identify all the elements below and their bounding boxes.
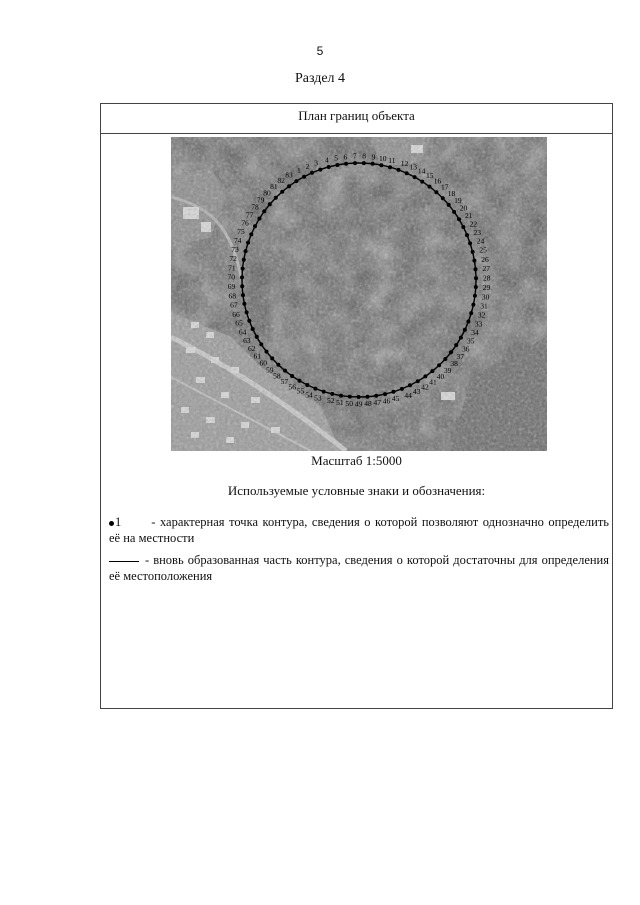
contour-point xyxy=(242,258,246,262)
contour-point xyxy=(339,394,343,398)
legend-line-item xyxy=(109,552,609,584)
contour-point-label: 37 xyxy=(456,352,464,362)
contour-point xyxy=(420,180,424,184)
contour-point-label: 14 xyxy=(417,166,426,176)
contour-point xyxy=(257,217,261,221)
contour-point xyxy=(353,161,357,165)
contour-point-label: 18 xyxy=(447,189,456,198)
contour-point xyxy=(287,184,291,188)
contour-point-label: 23 xyxy=(473,227,481,237)
contour-point xyxy=(471,303,475,307)
contour-point xyxy=(388,165,392,169)
contour-point-label: 13 xyxy=(409,162,417,172)
contour-point xyxy=(246,241,250,245)
contour-point xyxy=(397,168,401,172)
contour-point-label: 56 xyxy=(288,382,296,392)
contour-point xyxy=(471,250,475,254)
contour-point-label: 45 xyxy=(391,394,400,403)
contour-point-label: 19 xyxy=(454,195,462,205)
contour-point-label: 51 xyxy=(336,398,344,407)
contour-point xyxy=(466,320,470,324)
contour-point xyxy=(449,350,453,354)
contour-point-label: 2 xyxy=(305,161,310,171)
contour-point xyxy=(428,185,432,189)
contour-point xyxy=(283,369,287,373)
contour-point xyxy=(255,335,259,339)
contour-point-label: 25 xyxy=(479,245,487,255)
contour-point-label: 67 xyxy=(230,300,238,310)
contour-point xyxy=(265,350,269,354)
contour-point xyxy=(298,379,302,383)
contour-point-label: 39 xyxy=(443,365,452,375)
contour-point xyxy=(371,162,375,166)
contour-point xyxy=(274,196,278,200)
contour-point-label: 32 xyxy=(477,310,486,320)
contour-point-label: 43 xyxy=(413,387,421,397)
contour-point-label: 62 xyxy=(248,343,256,353)
contour-point xyxy=(473,294,477,298)
contour-point xyxy=(405,171,409,175)
contour-point-label: 10 xyxy=(378,153,387,163)
contour-point-label: 63 xyxy=(243,335,251,345)
contour-point-label: 71 xyxy=(228,263,236,273)
contour-point-label: 36 xyxy=(462,344,470,354)
contour-point xyxy=(242,302,246,306)
contour-point xyxy=(366,395,370,399)
contour-point xyxy=(379,163,383,167)
page-number: 5 xyxy=(316,44,324,58)
contour-point-label: 16 xyxy=(433,176,442,186)
contour-point-label: 60 xyxy=(259,358,267,368)
contour-point-label: 55 xyxy=(296,386,305,396)
contour-point-label: 46 xyxy=(382,396,391,406)
contour-point-label: 81 xyxy=(270,181,278,191)
legend-point-item xyxy=(109,514,609,546)
contour-point-label: 53 xyxy=(314,393,322,403)
contour-point xyxy=(474,276,478,280)
contour-point-label: 57 xyxy=(280,377,289,387)
contour-point-label: 69 xyxy=(227,282,236,292)
contour-point-label: 22 xyxy=(469,219,478,229)
contour-point xyxy=(465,233,469,237)
contour-point-label: 59 xyxy=(266,365,274,375)
contour-point xyxy=(400,387,404,391)
contour-point-label: 83 xyxy=(285,170,293,180)
contour-point-label: 80 xyxy=(263,188,271,198)
contour-point-label: 41 xyxy=(429,377,437,387)
contour-point xyxy=(268,202,272,206)
plan-header: План границ объекта xyxy=(101,104,612,134)
contour-point xyxy=(251,327,255,331)
contour-point-label: 52 xyxy=(326,396,335,406)
contour-point xyxy=(270,356,274,360)
contour-point-label: 15 xyxy=(426,171,434,181)
contour-point-label: 65 xyxy=(235,318,243,328)
legend-point-index: 1 xyxy=(115,515,122,529)
contour-point xyxy=(474,267,478,271)
contour-point-label: 17 xyxy=(441,182,449,192)
legend-point-desc: - характерная точка контура, сведения о которой позволяют однозначно определить её на местности xyxy=(109,515,609,545)
contour-point-label: 31 xyxy=(480,301,488,311)
contour-point-label: 6 xyxy=(343,152,348,162)
contour-point xyxy=(259,342,263,346)
contour-point-label: 68 xyxy=(228,291,236,301)
contour-point xyxy=(469,311,473,315)
contour-point xyxy=(463,328,467,332)
contour-point xyxy=(276,363,280,367)
contour-point-label: 58 xyxy=(273,371,281,381)
contour-point-label: 72 xyxy=(229,254,237,264)
contour-point xyxy=(247,319,251,323)
contour-point-label: 50 xyxy=(345,399,353,409)
contour-point xyxy=(443,357,447,361)
contour-point xyxy=(374,394,378,398)
contour-point xyxy=(430,369,434,373)
contour-point xyxy=(441,196,445,200)
contour-point xyxy=(305,383,309,387)
point-symbol-icon xyxy=(109,521,114,526)
contour-point-label: 11 xyxy=(388,155,396,165)
contour-point-label: 28 xyxy=(483,273,491,283)
contour-point xyxy=(241,267,245,271)
contour-point xyxy=(437,363,441,367)
contour-point xyxy=(474,285,478,289)
contour-point xyxy=(472,259,476,263)
contour-point xyxy=(240,284,244,288)
contour-point-label: 20 xyxy=(459,203,468,213)
contour-point xyxy=(434,190,438,194)
contour-point xyxy=(413,175,417,179)
contour-point-label: 66 xyxy=(232,309,240,319)
contour-point-label: 74 xyxy=(234,235,242,245)
contour-point xyxy=(357,395,361,399)
contour-point xyxy=(416,379,420,383)
line-symbol-icon xyxy=(109,561,139,562)
contour-point-label: 40 xyxy=(436,372,445,382)
contour-point xyxy=(322,390,326,394)
contour-point-label: 73 xyxy=(231,244,239,254)
contour-point xyxy=(241,293,245,297)
contour-point-label: 78 xyxy=(251,202,259,212)
contour-point xyxy=(335,163,339,167)
contour-point-label: 44 xyxy=(404,390,412,400)
legend-title: Используемые условные знаки и обозначения: xyxy=(227,483,486,498)
map-scale: Масштаб 1:5000 xyxy=(311,453,402,468)
contour-point-label: 47 xyxy=(373,398,382,408)
contour-point xyxy=(244,249,248,253)
contour-point-label: 9 xyxy=(371,152,376,162)
contour-point xyxy=(249,232,253,236)
contour-point xyxy=(245,310,249,314)
contour-point xyxy=(290,374,294,378)
contour-point-label: 30 xyxy=(481,292,490,302)
contour-point-label: 77 xyxy=(245,210,254,220)
contour-point xyxy=(294,179,298,183)
contour-point-label: 64 xyxy=(238,327,247,337)
contour-point-label: 70 xyxy=(227,272,235,282)
contour-point xyxy=(362,161,366,165)
contour-point xyxy=(454,343,458,347)
contour-point-label: 7 xyxy=(352,151,357,161)
contour-point xyxy=(452,210,456,214)
contour-point-label: 35 xyxy=(467,336,475,346)
section-title: Раздел 4 xyxy=(294,71,346,86)
contour-point-label: 3 xyxy=(314,158,318,168)
contour-point-label: 1 xyxy=(297,166,301,175)
contour-point-label: 33 xyxy=(474,319,483,329)
contour-point xyxy=(313,387,317,391)
contour-point-label: 24 xyxy=(476,236,485,246)
contour-point xyxy=(459,336,463,340)
contour-point xyxy=(344,162,348,166)
contour-point-label: 76 xyxy=(241,218,249,228)
contour-point xyxy=(262,209,266,213)
contour-point xyxy=(348,395,352,399)
contour-point-label: 42 xyxy=(421,382,429,392)
contour-point xyxy=(280,190,284,194)
contour-point-label: 4 xyxy=(325,155,329,165)
contour-point xyxy=(423,374,427,378)
contour-point xyxy=(310,171,314,175)
contour-point-label: 26 xyxy=(481,254,489,264)
legend-line-desc: - вновь образованная часть контура, сведения о которой достаточны для определения её местоположения xyxy=(109,553,609,583)
contour-point xyxy=(253,224,257,228)
contour-point-label: 38 xyxy=(450,359,458,369)
contour-point-label: 79 xyxy=(256,195,265,205)
contour-point xyxy=(468,241,472,245)
contour-point-label: 8 xyxy=(362,151,366,161)
contour-point xyxy=(302,175,306,179)
contour-point-label: 82 xyxy=(277,176,285,185)
contour-point xyxy=(327,165,331,169)
contour-point-label: 48 xyxy=(364,399,372,409)
contour-point xyxy=(461,225,465,229)
contour-point-label: 27 xyxy=(482,264,490,274)
contour-point xyxy=(408,383,412,387)
contour-point xyxy=(447,203,451,207)
contour-point-label: 34 xyxy=(471,328,479,338)
contour-point-label: 54 xyxy=(305,390,313,400)
aerial-map xyxy=(171,137,547,451)
contour-point xyxy=(318,168,322,172)
contour-point xyxy=(457,217,461,221)
contour-point xyxy=(240,275,244,279)
contour-point-label: 29 xyxy=(482,283,491,292)
contour-point-label: 61 xyxy=(253,351,261,361)
plan-frame xyxy=(100,103,613,709)
contour-point-label: 49 xyxy=(354,399,363,409)
contour-point-label: 21 xyxy=(465,211,473,221)
contour-point-label: 12 xyxy=(400,158,409,168)
contour-point-label: 5 xyxy=(334,153,338,163)
contour-point-label: 75 xyxy=(237,227,245,237)
